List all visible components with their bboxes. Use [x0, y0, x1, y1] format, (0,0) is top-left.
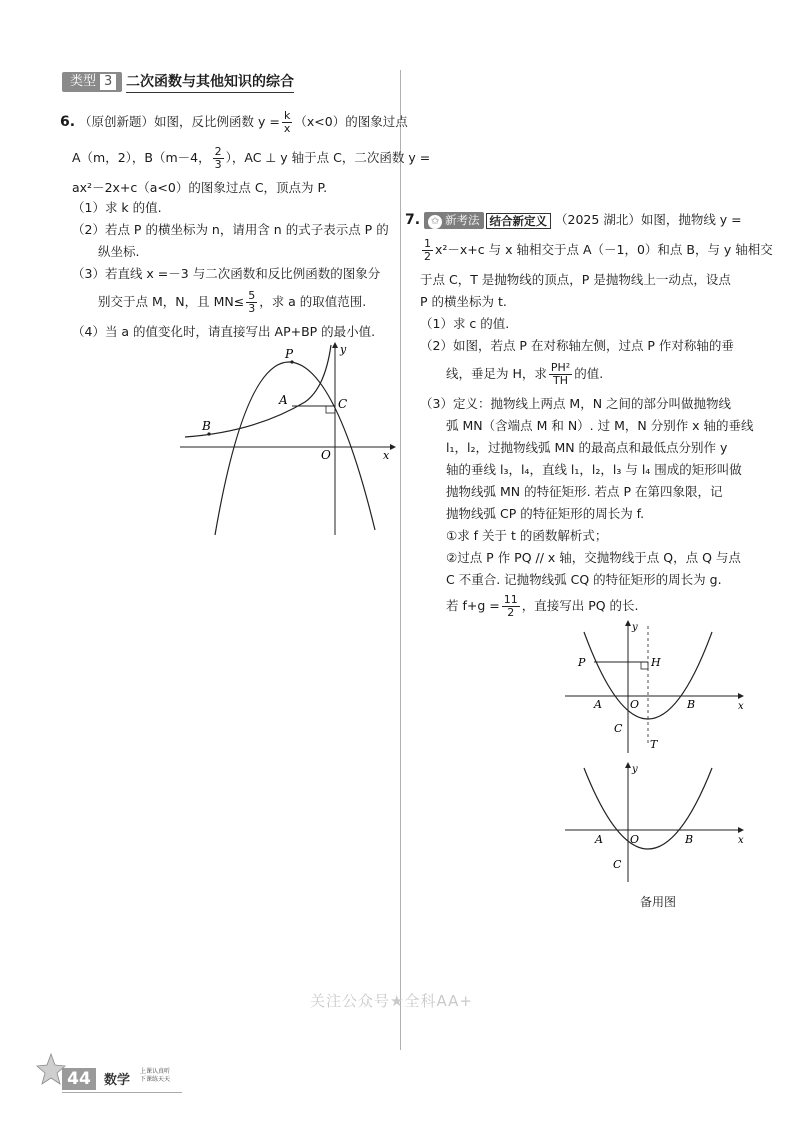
q6-part3-cont: 别交于点 M，N，且 MN≤ $\frac{5}{3}$ ，求 a 的取值范围. [98, 289, 367, 315]
q6-line-4: A（m，2），B（m－4， $\frac{2}{3}$ ），AC ⊥ y 轴于点 C，二次函数 y = [72, 145, 431, 171]
q7f1-label-y: y [632, 622, 638, 633]
q6-label-O: O [321, 448, 331, 462]
q6-number: 6. [60, 114, 76, 130]
page-number: 44 [62, 1068, 96, 1090]
q7-part2-cont: 线，垂足为 H，求 $\frac{\text{PH²}}{TH}$ 的值. [446, 361, 604, 387]
q6-label-A: A [279, 393, 288, 407]
q7-part3-l5: 抛物线弧 MN 的特征矩形. 若点 P 在第四象限，记 [446, 484, 723, 499]
q7-part2: （2）如图，若点 P 在对称轴左侧，过点 P 作对称轴的垂 [420, 338, 734, 353]
q7-part3-l4: 轴的垂线 l₃，l₄，直线 l₁，l₂，l₃ 与 l₄ 围成的矩形叫做 [446, 462, 742, 477]
q7-part3: （3）定义：抛物线上两点 M，N 之间的部分叫做抛物线 [420, 396, 732, 411]
q7-part3-l6: 抛物线弧 CP 的特征矩形的周长为 f. [446, 506, 645, 521]
q6-part3: （3）若直线 x =－3 与二次函数和反比例函数的图象分 [72, 266, 381, 281]
q7-part3-sub1: ①求 f 关于 t 的函数解析式； [446, 528, 608, 543]
q6-label-P: P [285, 347, 294, 361]
q6-line-3: （x<0）的图象过点 [294, 114, 408, 129]
q6-frac-2-3: $\frac{2}{3}$ [214, 145, 222, 171]
q7f2-label-A: A [595, 833, 603, 846]
q7-figure-2 [560, 760, 750, 888]
q7f2-label-C: C [613, 858, 622, 871]
q7-line-4: 于点 C，T 是抛物线的顶点，P 是抛物线上一动点，设点 [420, 272, 731, 287]
q6-figure [175, 340, 400, 540]
q7f1-label-x: x [738, 701, 744, 712]
q7-badge-new-method: ✩ 新考法 [424, 212, 484, 229]
q7-figure-1 [560, 618, 750, 758]
q6-part4: （4）当 a 的值变化时，请直接写出 AP+BP 的最小值. [72, 324, 376, 339]
star-icon: ✩ [428, 215, 442, 229]
q6-frac-5-3: $\frac{5}{3}$ [248, 289, 256, 315]
q7-frac-ph2-th: $\frac{\text{PH²}}{TH}$ [550, 361, 571, 387]
q7-line-5: P 的横坐标为 t. [420, 294, 507, 309]
q7f1-label-A: A [594, 698, 602, 711]
q6-line-0: （原创新题）如图，反比例函数 y = [79, 114, 280, 129]
footer-rule [62, 1092, 182, 1093]
q6-frac-k-over-x: $\frac{k}{x}$ [283, 109, 291, 135]
q6-part2-cont: 纵坐标. [98, 244, 140, 259]
section-tag-label: 类型 [70, 74, 97, 89]
q7-part3-l2: 弧 MN（含端点 M 和 N）. 过 M，N 分别作 x 轴的垂线 [446, 418, 754, 433]
q6-label-B: B [202, 419, 211, 433]
q7-part3-sub2-l2: C 不重合. 记抛物线弧 CQ 的特征矩形的周长为 g. [446, 572, 722, 587]
section-tag-number: 3 [100, 74, 116, 90]
q6-part2: （2）若点 P 的横坐标为 n，请用含 n 的式子表示点 P 的 [72, 222, 389, 237]
q7-part3-l3: l₁，l₂，过抛物线弧 MN 的最高点和最低点分别作 y [446, 440, 728, 455]
q7-badge-definition: 结合新定义 [486, 213, 552, 229]
q6-part1: （1）求 k 的值. [72, 200, 162, 215]
q6-label-y: y [340, 343, 347, 356]
q7f2-label-y: y [632, 764, 638, 775]
q7-line-0: （2025 湖北）如图，抛物线 y = [555, 212, 742, 227]
q7-line-1: $\frac{1}{2}$ x²－x+c 与 x 轴相交于点 A（－1，0）和点 B，与 y 轴相交 [424, 237, 773, 263]
footer-subject: 数学 [104, 1073, 131, 1088]
q7f1-label-C: C [614, 722, 623, 735]
q6-line-8: ax²－2x+c（a<0）的图象过点 C，顶点为 P. [72, 180, 328, 195]
q7-frac-1-2: $\frac{1}{2}$ [424, 237, 431, 263]
q7f2-label-x: x [738, 835, 744, 846]
section-tag [62, 72, 122, 92]
column-divider [400, 70, 401, 1050]
q7f1-label-P: P [578, 656, 586, 669]
q7f1-label-B: B [687, 698, 696, 711]
q7-frac-11-2: $\frac{11}{2}$ [503, 593, 518, 619]
q7f1-label-T: T [650, 738, 658, 751]
q7f1-label-O: O [630, 698, 640, 711]
q7-figure-2-caption: 备用图 [640, 895, 677, 909]
q6-label-x: x [383, 449, 390, 462]
q6 [60, 110, 408, 135]
q7f2-label-B: B [685, 833, 694, 846]
section-title: 二次函数与其他知识的综合 [126, 72, 294, 93]
q7-part1: （1）求 c 的值. [420, 316, 510, 331]
q7-part3-sub2-l3: 若 f+g = $\frac{11}{2}$ ，直接写出 PQ 的长. [446, 593, 639, 619]
q7-number: 7. [405, 212, 421, 228]
q7-header [405, 210, 742, 230]
watermark: 关注公众号★全科AA+ [310, 992, 473, 1010]
footer-slogan: 上课认真听 下课练天天 [140, 1068, 171, 1083]
q6-label-C: C [338, 397, 348, 411]
q7f2-label-O: O [630, 833, 640, 846]
q7f1-label-H: H [651, 656, 661, 669]
q7-part3-sub2: ②过点 P 作 PQ // x 轴，交抛物线于点 Q，点 Q 与点 [446, 550, 741, 565]
